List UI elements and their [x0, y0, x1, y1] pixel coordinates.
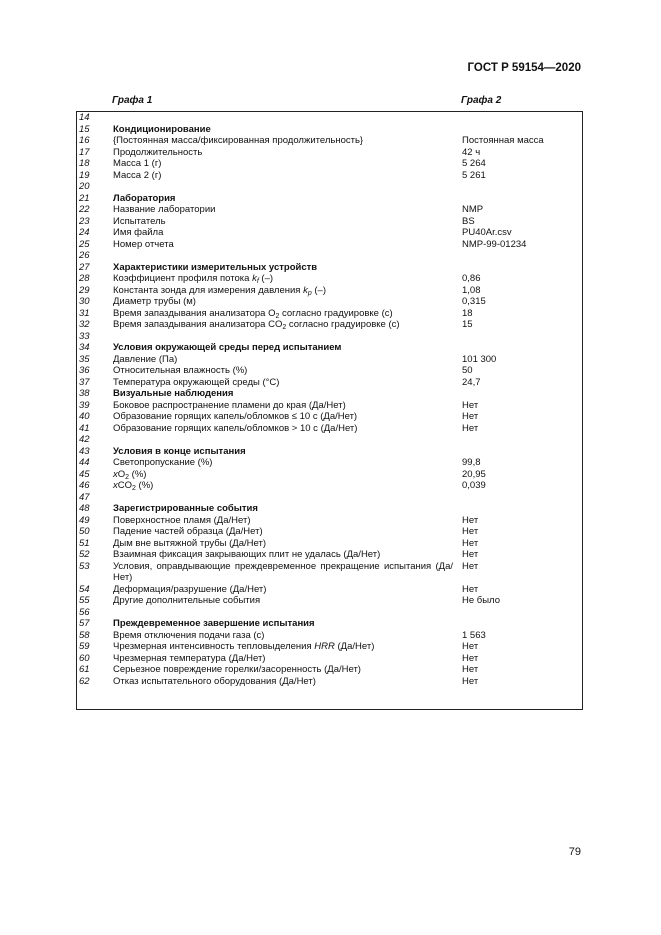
table-row [77, 480, 582, 492]
row-value: 50 [462, 365, 473, 376]
row-label: Продолжительность [113, 146, 203, 158]
row-label: Константа зонда для измерения давления $k_p$ (–) [113, 284, 326, 297]
table-row [77, 158, 582, 170]
section-heading-row [77, 446, 582, 458]
row-label: Серьезное повреждение горелки/засоренность (Да/Нет) [113, 664, 361, 675]
section-heading-row [77, 503, 582, 515]
row-value: Нет [462, 675, 479, 687]
row-value: Нет [462, 399, 479, 411]
table-row [77, 170, 582, 182]
table-row [77, 411, 582, 423]
row-label: Диаметр трубы (м) [113, 296, 196, 307]
row-label: Время отключения подачи газа (с) [113, 629, 265, 641]
table-row [77, 653, 582, 665]
row-value: 20,95 [462, 468, 486, 480]
table-row [77, 492, 582, 504]
row-label: Деформация/разрушение (Да/Нет) [113, 583, 267, 595]
row-number: 43 [79, 445, 90, 457]
row-number: 52 [79, 549, 90, 560]
row-label: Взаимная фиксация закрывающих плит не удалась (Да/Нет) [113, 549, 381, 560]
table-row [77, 135, 582, 147]
table-row [77, 400, 582, 412]
row-value: 5 261 [462, 169, 486, 181]
row-number: 34 [79, 342, 90, 353]
row-number: 41 [79, 422, 90, 434]
row-number: 58 [79, 629, 90, 641]
table-row [77, 227, 582, 239]
row-label: Время запаздывания анализатора $CO_2$ согласно градуировке (с) [113, 319, 400, 331]
row-number: 14 [79, 112, 90, 123]
row-number: 21 [79, 192, 90, 204]
row-number: 44 [79, 457, 90, 468]
row-number: 47 [79, 491, 90, 503]
row-value: Нет [462, 422, 479, 434]
row-label: Другие дополнительные события [113, 595, 261, 606]
row-label: Название лаборатории [113, 204, 216, 215]
row-value: 18 [462, 307, 473, 319]
row-value: NMP [462, 204, 484, 215]
row-number: 45 [79, 468, 90, 480]
row-label: Условия, оправдывающие преждевременное прекращение испытания (Да/Нет) [113, 560, 453, 583]
row-label: Коэффициент профиля потока $k_f$ (–) [113, 273, 274, 285]
row-number: 23 [79, 215, 90, 227]
section-heading: Кондиционирование [113, 123, 211, 135]
row-number: 25 [79, 238, 90, 250]
row-value: Нет [462, 526, 479, 537]
table-row [77, 354, 582, 366]
row-number: 32 [79, 319, 90, 330]
row-value: 1,08 [462, 284, 481, 296]
row-value: NMP-99-01234 [462, 238, 527, 250]
row-number: 19 [79, 169, 90, 181]
table-row [77, 147, 582, 159]
section-heading-row [77, 388, 582, 400]
table-row [77, 331, 582, 343]
row-label: $xO_2$ (%) [113, 468, 147, 481]
row-value: Нет [462, 411, 479, 422]
row-label: Образование горящих капель/обломков ≤ 10 с (Да/Нет) [113, 411, 358, 422]
row-number: 17 [79, 146, 90, 158]
table-row [77, 641, 582, 653]
row-number: 55 [79, 595, 90, 606]
row-number: 16 [79, 135, 90, 146]
row-value: PU40Ar.csv [462, 227, 512, 238]
row-label: Чрезмерная интенсивность тепловыделения HRR (Да/Нет) [113, 641, 375, 652]
table-row [77, 216, 582, 228]
row-value: Нет [462, 537, 479, 549]
table-row [77, 526, 582, 538]
table-row [77, 239, 582, 251]
row-number: 57 [79, 618, 90, 629]
row-value: 15 [462, 319, 473, 330]
column-header-1: Графа 1 [112, 95, 153, 106]
row-value: Нет [462, 549, 479, 560]
row-number: 22 [79, 204, 90, 215]
row-value: Постоянная масса [462, 135, 544, 146]
row-value: 0,86 [462, 273, 481, 284]
table-row [77, 664, 582, 676]
column-header-2: Графа 2 [461, 95, 502, 106]
row-label: Поверхностное пламя (Да/Нет) [113, 514, 251, 526]
table-row [77, 561, 582, 584]
table-body [76, 111, 583, 710]
section-heading: Характеристики измерительных устройств [113, 261, 318, 273]
row-number: 60 [79, 652, 90, 664]
row-value: Не было [462, 595, 500, 606]
table-row [77, 607, 582, 619]
row-label: Температура окружающей среды (°C) [113, 376, 280, 388]
table-row [77, 515, 582, 527]
section-heading-row [77, 342, 582, 354]
table-row [77, 423, 582, 435]
row-value: 99,8 [462, 457, 481, 468]
row-number: 15 [79, 123, 90, 135]
row-number: 24 [79, 227, 90, 238]
row-label: Образование горящих капель/обломков > 10 с (Да/Нет) [113, 422, 358, 434]
row-number: 46 [79, 480, 90, 491]
table-row [77, 285, 582, 297]
row-number: 27 [79, 261, 90, 273]
row-value: 0,039 [462, 480, 486, 491]
row-number: 59 [79, 641, 90, 652]
row-label: Испытатель [113, 215, 166, 227]
section-heading-row [77, 124, 582, 136]
section-heading: Визуальные наблюдения [113, 388, 234, 399]
table-row [77, 365, 582, 377]
table-row [77, 595, 582, 607]
table-row [77, 296, 582, 308]
table-row [77, 308, 582, 320]
table-row [77, 457, 582, 469]
row-number: 54 [79, 583, 90, 595]
table-column-headers [76, 95, 583, 111]
table-row [77, 273, 582, 285]
row-number: 38 [79, 388, 90, 399]
row-value: BS [462, 215, 475, 227]
row-value: 5 264 [462, 158, 486, 169]
row-value: Нет [462, 583, 479, 595]
row-number: 18 [79, 158, 90, 169]
row-number: 36 [79, 365, 90, 376]
table-row [77, 434, 582, 446]
row-label: {Постоянная масса/фиксированная продолжительность} [113, 135, 364, 146]
section-heading-row [77, 193, 582, 205]
section-heading-row [77, 618, 582, 630]
row-label: Имя файла [113, 227, 164, 238]
section-heading: Зарегистрированные события [113, 503, 258, 514]
standard-code: ГОСТ Р 59154—2020 [467, 62, 581, 74]
table-row [77, 630, 582, 642]
row-label: Масса 1 (г) [113, 158, 162, 169]
row-label: Отказ испытательного оборудования (Да/Нет) [113, 675, 316, 687]
row-number: 50 [79, 526, 90, 537]
table-row [77, 469, 582, 481]
section-heading: Преждевременное завершение испытания [113, 618, 315, 629]
row-number: 51 [79, 537, 90, 549]
section-heading: Условия в конце испытания [113, 445, 246, 457]
row-number: 56 [79, 606, 90, 618]
row-label: Давление (Па) [113, 353, 178, 365]
row-label: Падение частей образца (Да/Нет) [113, 526, 263, 537]
row-label: xCO$_2$ (%) [113, 480, 154, 492]
row-number: 26 [79, 250, 90, 261]
row-value: Нет [462, 641, 479, 652]
row-value: 0,315 [462, 296, 486, 307]
row-label: Чрезмерная температура (Да/Нет) [113, 652, 266, 664]
table-row [77, 319, 582, 331]
table-row [77, 538, 582, 550]
row-number: 39 [79, 399, 90, 411]
row-label: Относительная влажность (%) [113, 365, 248, 376]
row-value: Нет [462, 514, 479, 526]
report-table [76, 95, 583, 710]
table-row [77, 676, 582, 688]
row-number: 37 [79, 376, 90, 388]
row-number: 29 [79, 284, 90, 296]
page-number: 79 [568, 846, 581, 858]
section-heading: Лаборатория [113, 192, 176, 204]
row-label: Светопропускание (%) [113, 457, 213, 468]
row-number: 42 [79, 434, 90, 445]
row-value: 42 ч [462, 146, 481, 158]
row-value: Нет [462, 664, 479, 675]
row-number: 53 [79, 560, 90, 572]
row-number: 48 [79, 503, 90, 514]
row-number: 20 [79, 181, 90, 192]
row-label: Масса 2 (г) [113, 169, 162, 181]
row-number: 40 [79, 411, 90, 422]
section-heading-row [77, 262, 582, 274]
row-number: 28 [79, 273, 90, 284]
row-value: 1 563 [462, 629, 486, 641]
row-value: Нет [462, 560, 479, 572]
row-number: 31 [79, 307, 90, 319]
row-label: Время запаздывания анализатора $O_2$ согласно градуировке (с) [113, 307, 393, 320]
row-label: Номер отчета [113, 238, 174, 250]
table-row [77, 181, 582, 193]
row-number: 30 [79, 296, 90, 307]
table-row [77, 377, 582, 389]
table-row [77, 112, 582, 124]
table-row [77, 549, 582, 561]
row-value: 24,7 [462, 376, 481, 388]
row-number: 62 [79, 675, 90, 687]
row-number: 49 [79, 514, 90, 526]
row-value: 101 300 [462, 353, 497, 365]
row-label: Боковое распространение пламени до края (Да/Нет) [113, 399, 346, 411]
section-heading: Условия окружающей среды перед испытанием [113, 342, 342, 353]
table-row [77, 204, 582, 216]
row-label: Дым вне вытяжной трубы (Да/Нет) [113, 537, 267, 549]
table-row [77, 584, 582, 596]
row-number: 33 [79, 330, 90, 342]
row-number: 61 [79, 664, 90, 675]
table-row [77, 250, 582, 262]
row-value: Нет [462, 652, 479, 664]
row-number: 35 [79, 353, 90, 365]
